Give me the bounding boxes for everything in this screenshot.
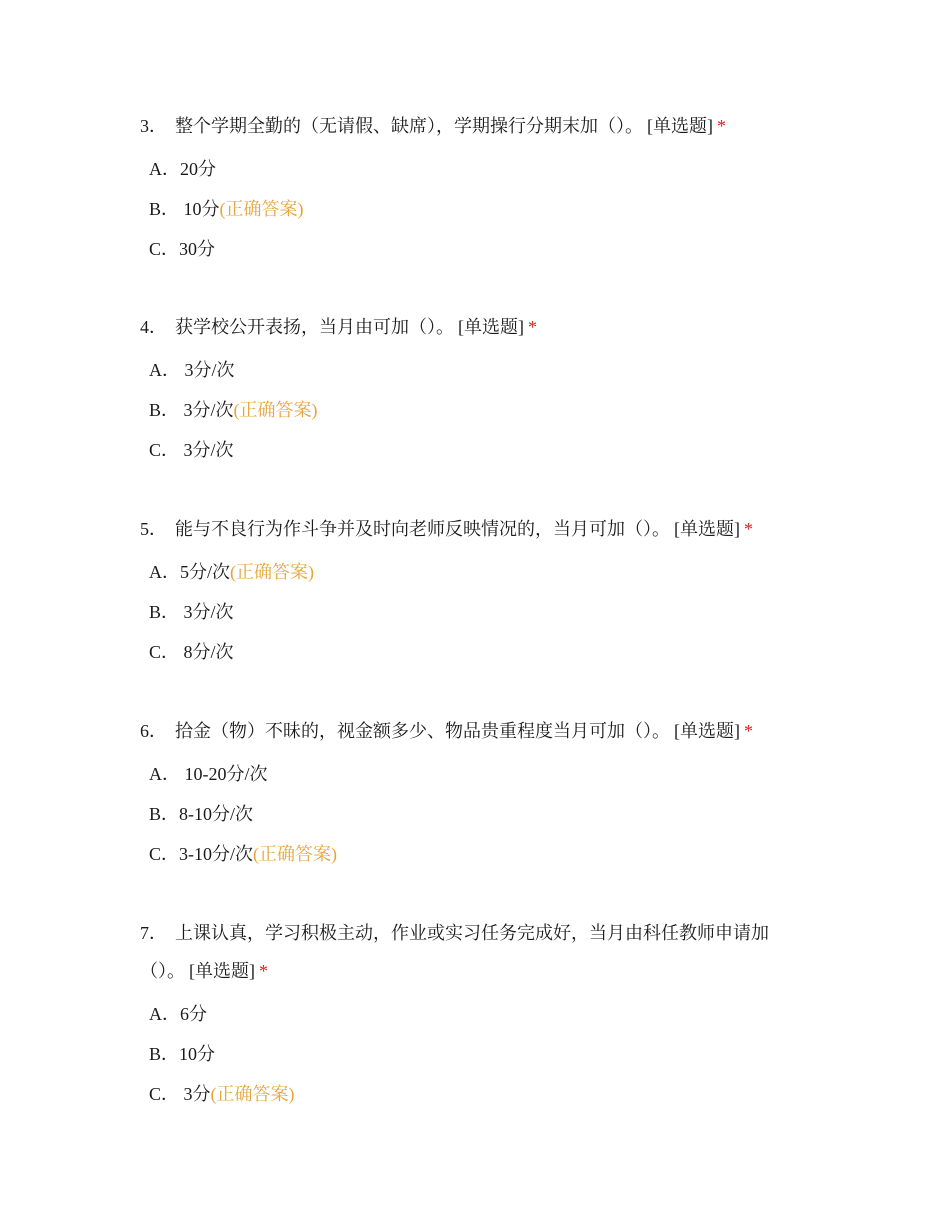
correct-answer-label: (正确答案) <box>253 844 338 864</box>
option-c[interactable] <box>140 834 800 874</box>
option-text: 3-10分/次 <box>179 844 254 864</box>
option-text: 3分/次 <box>179 440 234 460</box>
option-text: 3分/次 <box>180 360 235 380</box>
option-letter: C． <box>149 440 180 460</box>
required-mark: * <box>744 519 753 539</box>
question-number: 6． <box>140 721 167 741</box>
option-letter: B． <box>149 602 180 622</box>
option-text: 3分 <box>179 1084 211 1104</box>
option-letter: B． <box>149 199 180 219</box>
required-mark: * <box>744 721 753 741</box>
option-letter: C． <box>149 239 180 259</box>
option-a[interactable] <box>140 552 800 592</box>
option-letter: A． <box>149 1004 180 1024</box>
option-text: 5分/次 <box>180 562 231 582</box>
question-text: 整个学期全勤的（无请假、缺席），学期操行分期末加（）。 <box>175 116 643 136</box>
question-title <box>140 712 800 750</box>
option-text: 10-20分/次 <box>180 764 268 784</box>
option-list <box>140 994 800 1114</box>
option-text: 30分 <box>179 239 216 259</box>
question-7 <box>140 914 800 1114</box>
option-text: 10分 <box>179 199 220 219</box>
option-text: 8-10分/次 <box>179 804 254 824</box>
option-c[interactable] <box>140 1074 800 1114</box>
question-6 <box>140 712 800 874</box>
option-letter: B． <box>149 804 180 824</box>
question-3 <box>140 107 800 269</box>
question-type: [单选题] <box>647 116 713 136</box>
option-letter: A． <box>149 360 180 380</box>
correct-answer-label: (正确答案) <box>233 400 318 420</box>
option-a[interactable] <box>140 350 800 390</box>
option-text: 8分/次 <box>179 642 234 662</box>
option-a[interactable] <box>140 994 800 1034</box>
option-letter: C． <box>149 1084 180 1104</box>
required-mark: * <box>717 116 726 136</box>
question-type: [单选题] <box>674 721 740 741</box>
question-title <box>140 308 800 346</box>
option-letter: C． <box>149 844 180 864</box>
option-letter: A． <box>149 562 180 582</box>
question-title <box>140 914 800 990</box>
correct-answer-label: (正确答案) <box>219 199 304 219</box>
option-b[interactable] <box>140 592 800 632</box>
question-number: 5． <box>140 519 167 539</box>
option-b[interactable] <box>140 189 800 229</box>
question-text: 获学校公开表扬，当月由可加（）。 <box>175 317 454 337</box>
question-5 <box>140 510 800 672</box>
correct-answer-label: (正确答案) <box>210 1084 295 1104</box>
option-letter: C． <box>149 642 180 662</box>
question-type: [单选题] <box>674 519 740 539</box>
option-list <box>140 754 800 874</box>
question-text: 拾金（物）不昧的，视金额多少、物品贵重程度当月可加（）。 <box>175 721 670 741</box>
option-text: 6分 <box>180 1004 207 1024</box>
question-number: 3． <box>140 116 167 136</box>
option-c[interactable] <box>140 632 800 672</box>
required-mark: * <box>528 317 537 337</box>
option-c[interactable] <box>140 430 800 470</box>
option-letter: B． <box>149 400 180 420</box>
option-letter: B． <box>149 1044 180 1064</box>
option-text: 10分 <box>179 1044 216 1064</box>
question-title <box>140 510 800 548</box>
option-b[interactable] <box>140 390 800 430</box>
option-text: 20分 <box>180 159 216 179</box>
option-list <box>140 149 800 269</box>
question-text: 能与不良行为作斗争并及时向老师反映情况的，当月可加（）。 <box>175 519 670 539</box>
question-title <box>140 107 800 145</box>
correct-answer-label: (正确答案) <box>230 562 315 582</box>
option-text: 3分/次 <box>179 400 234 420</box>
option-c[interactable] <box>140 229 800 269</box>
question-number: 7． <box>140 923 167 943</box>
option-a[interactable] <box>140 149 800 189</box>
question-type: [单选题] <box>189 961 255 981</box>
option-a[interactable] <box>140 754 800 794</box>
option-text: 3分/次 <box>179 602 234 622</box>
option-b[interactable] <box>140 1034 800 1074</box>
option-list <box>140 350 800 470</box>
option-letter: A． <box>149 764 180 784</box>
option-list <box>140 552 800 672</box>
question-type: [单选题] <box>458 317 524 337</box>
option-b[interactable] <box>140 794 800 834</box>
question-number: 4． <box>140 317 167 337</box>
option-letter: A． <box>149 159 180 179</box>
required-mark: * <box>259 961 268 981</box>
question-text: 上课认真，学习积极主动，作业或实习任务完成好，当月由科任教师申请加（）。 <box>140 923 769 981</box>
question-4 <box>140 308 800 470</box>
